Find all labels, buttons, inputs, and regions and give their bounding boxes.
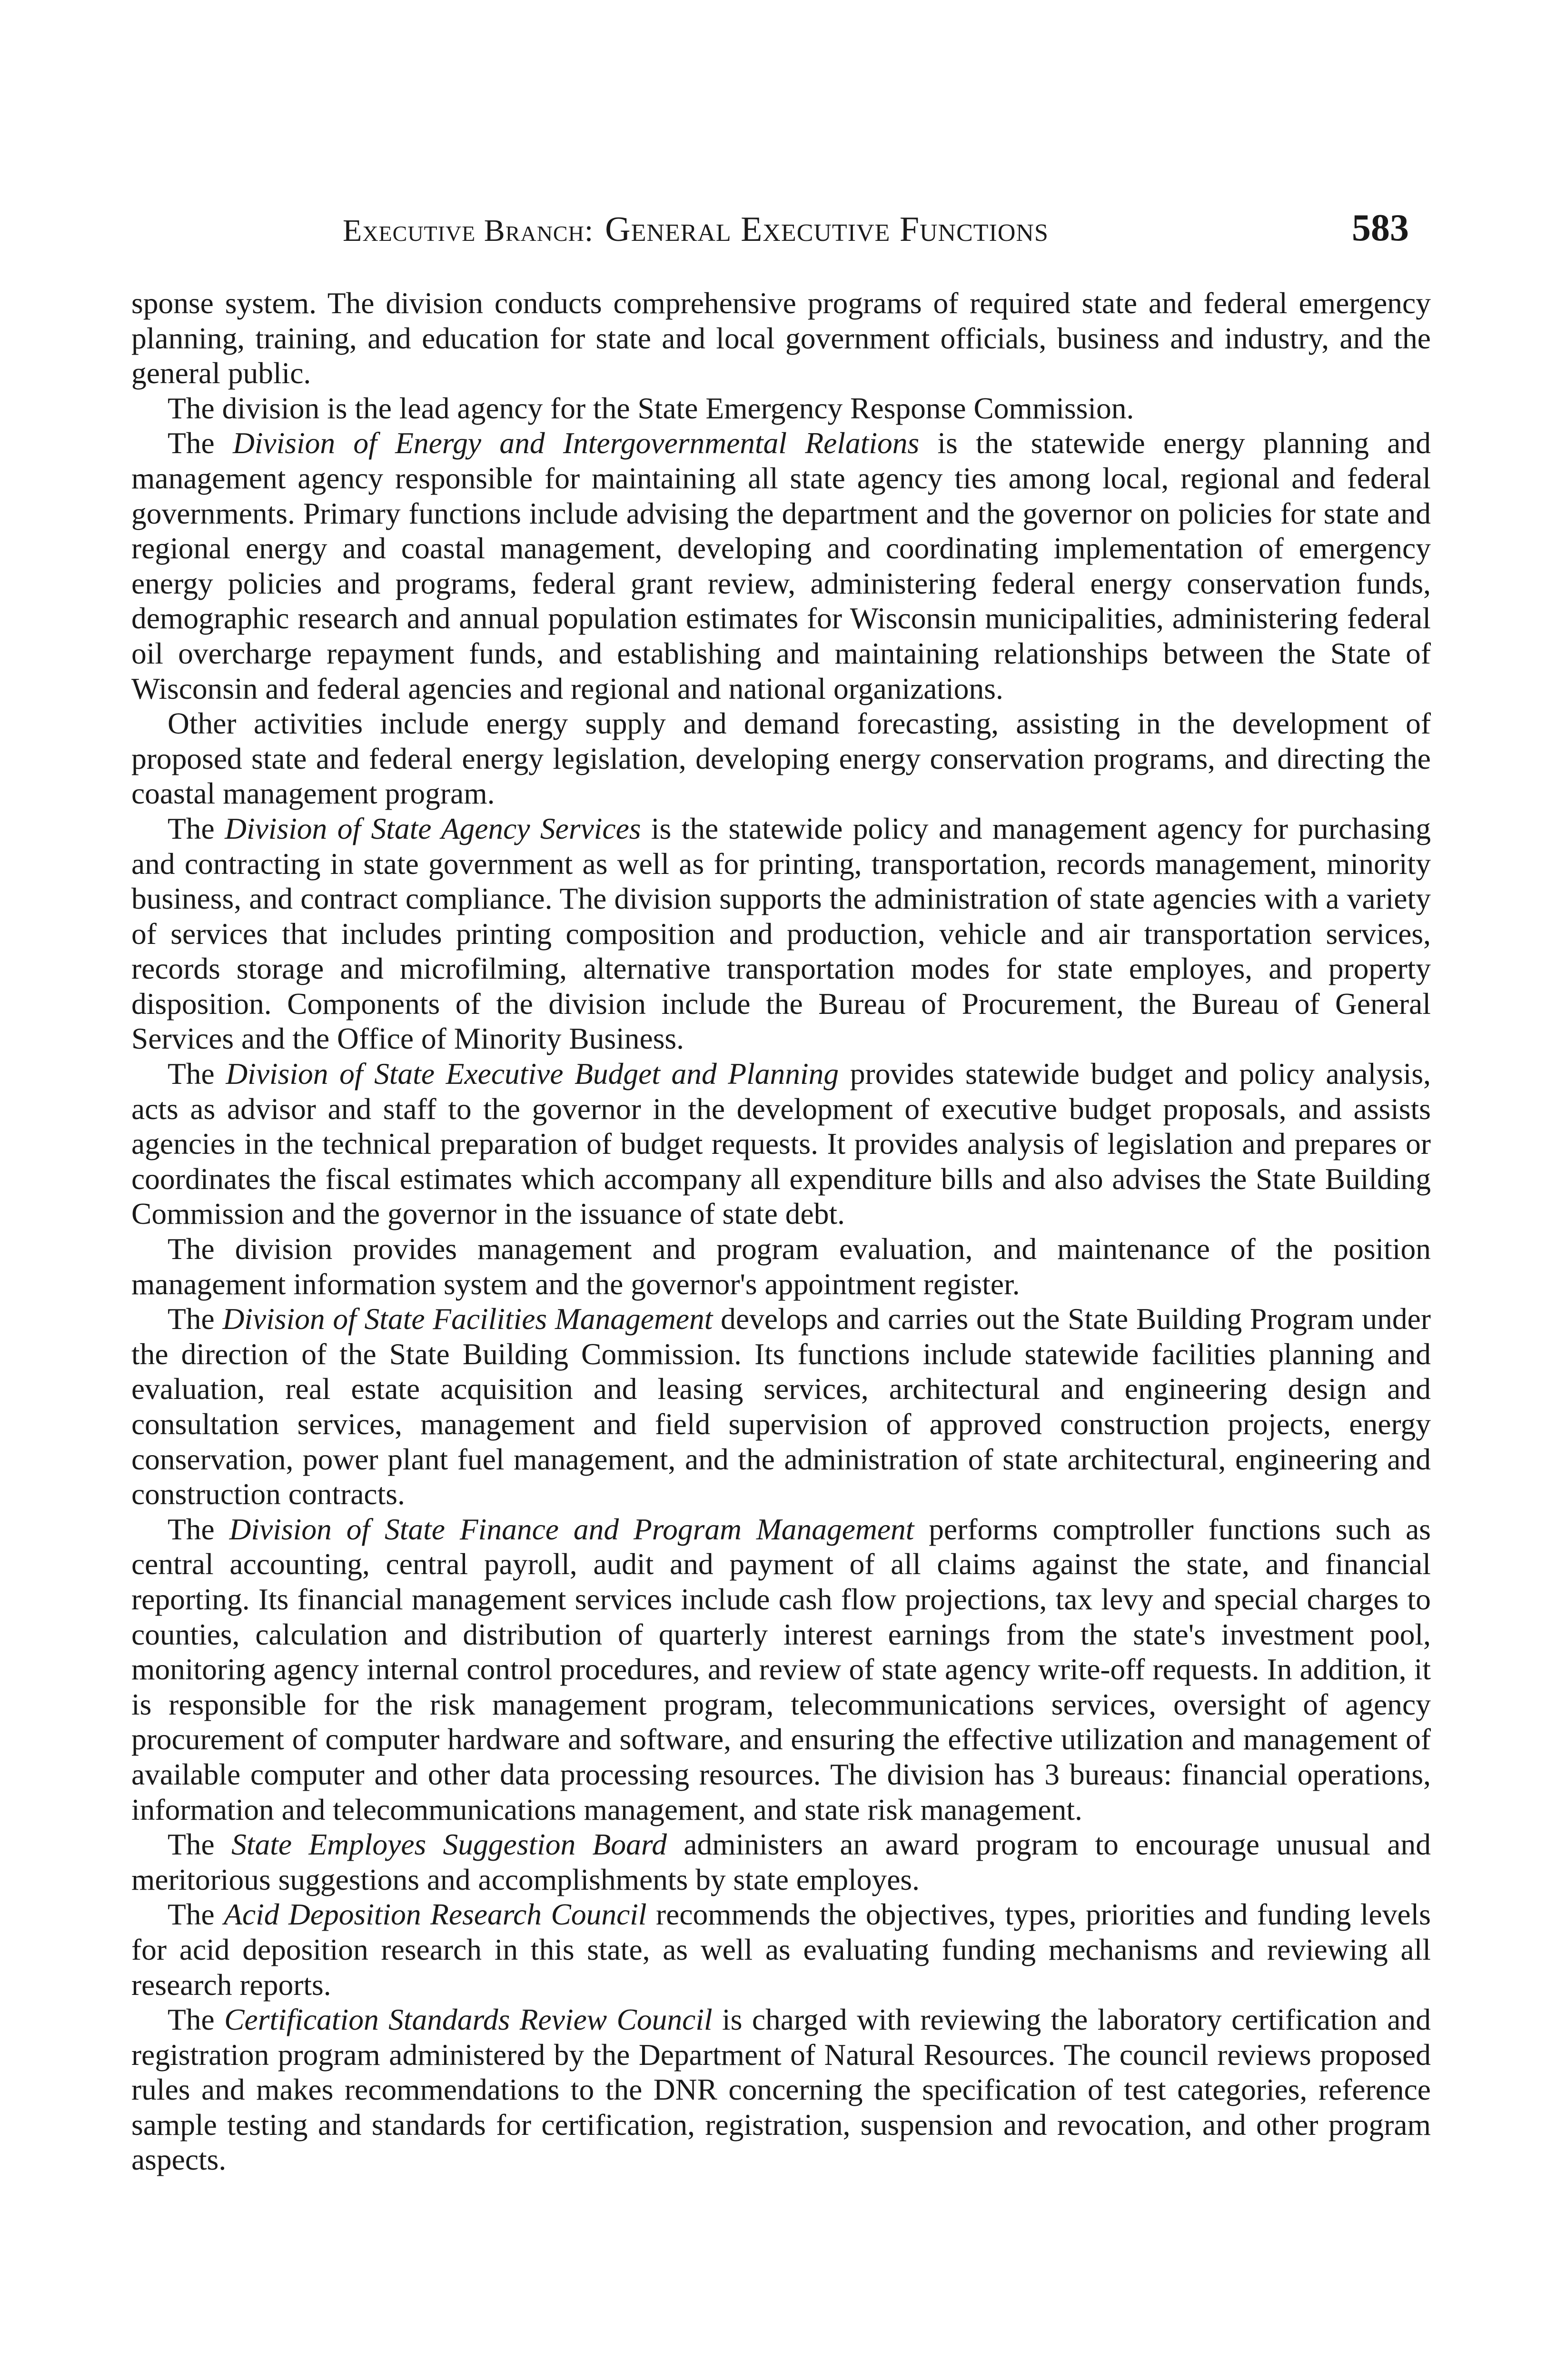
division-name: Division of State Facilities Management <box>222 1302 713 1336</box>
page-header <box>0 209 1546 252</box>
running-head-section: General Executive Functions <box>605 210 1049 249</box>
running-head-branch: Executive Branch: <box>343 213 594 248</box>
division-name: Division of State Agency Services <box>225 811 641 845</box>
paragraph-5: The Division of State Agency Services is the statewide policy and management agency for purchasing and contracting in state government as well as for printing, transportation, records management, minority business, and contract compliance. The division supports the administration of state agencies with a variety of services that includes printing composition and production, vehicle and air transportation services, records storage and microfilming, alternative transportation modes for state employes, and property disposition. Components of the division include the Bureau of Procurement, the Bureau of General Services and the Office of Minority Business. <box>131 811 1431 1056</box>
paragraph-10: The State Employes Suggestion Board administers an award program to encourage unusual and meritorious suggestions and accomplishments by state employes. <box>131 1827 1431 1896</box>
council-name: Acid Deposition Research Council <box>224 1897 647 1932</box>
paragraph-9: The Division of State Finance and Program Management performs comptroller functions such as central accounting, central payroll, audit and payment of all claims against the state, and financial reporting. Its financial management services include cash flow projections, tax levy and special charges to counties, calculation and distribution of quarterly interest earnings from the state's investment pool, monitoring agency internal control procedures, and review of state agency write-off requests. In addition, it is responsible for the risk management program, telecommunications services, oversight of agency procurement of computer hardware and software, and ensuring the effective utilization and management of available computer and other data processing resources. The division has 3 bureaus: financial operations, information and telecommunications management, and state risk management. <box>131 1512 1431 1826</box>
paragraph-11: The Acid Deposition Research Council recommends the objectives, types, priorities and funding levels for acid deposition research in this state, as well as evaluating funding mechanisms and reviewing all research reports. <box>131 1897 1431 2002</box>
paragraph-4: Other activities include energy supply and demand forecasting, assisting in the development of proposed state and federal energy legislation, developing energy conservation programs, and directing the coastal management program. <box>131 706 1431 811</box>
division-name: Division of State Finance and Program Management <box>229 1512 914 1546</box>
paragraph-7: The division provides management and program evaluation, and maintenance of the position management information system and the governor's appointment register. <box>131 1232 1431 1301</box>
division-name: Division of State Executive Budget and Planning <box>226 1057 839 1091</box>
paragraph-1: sponse system. The division conducts comprehensive programs of required state and federal emergency planning, training, and education for state and local government officials, business and industry, and the general public. <box>131 286 1431 390</box>
running-head <box>343 209 1049 250</box>
paragraph-2: The division is the lead agency for the State Emergency Response Commission. <box>168 391 1134 425</box>
division-name: Division of Energy and Intergovernmental Relations <box>232 426 920 460</box>
paragraph-3: The Division of Energy and Intergovernmental Relations is the statewide energy planning and management agency responsible for maintaining all state agency ties among local, regional and federal governments. Primary functions include advising the department and the governor on policies for state and regional energy and coastal management, developing and coordinating implementation of emergency energy policies and programs, federal grant review, administering federal energy conservation funds, demographic research and annual population estimates for Wisconsin municipalities, administering federal oil overcharge repayment funds, and establishing and maintaining relationships between the State of Wisconsin and federal agencies and regional and national organizations. <box>131 426 1431 705</box>
paragraph-12: The Certification Standards Review Council is charged with reviewing the laboratory certification and registration program administered by the Department of Natural Resources. The council reviews proposed rules and makes recommendations to the DNR concerning the specification of test categories, reference sample testing and standards for certification, registration, suspension and revocation, and other program aspects. <box>131 2003 1431 2177</box>
council-name: Certification Standards Review Council <box>224 2003 713 2037</box>
board-name: State Employes Suggestion Board <box>231 1827 667 1862</box>
page-number: 583 <box>1352 207 1409 249</box>
body-text <box>131 286 1431 2177</box>
paragraph-6: The Division of State Executive Budget and Planning provides statewide budget and policy analysis, acts as advisor and staff to the governor in the development of executive budget proposals, and assists agencies in the technical preparation of budget requests. It provides analysis of legislation and prepares or coordinates the fiscal estimates which accompany all expenditure bills and also advises the State Building Commission and the governor in the issuance of state debt. <box>131 1057 1431 1231</box>
paragraph-8: The Division of State Facilities Management develops and carries out the State Building Program under the direction of the State Building Commission. Its functions include statewide facilities planning and evaluation, real estate acquisition and leasing services, architectural and engineering design and consultation services, management and field supervision of approved construction projects, energy conservation, power plant fuel management, and the administration of state architectural, engineering and construction contracts. <box>131 1302 1431 1511</box>
